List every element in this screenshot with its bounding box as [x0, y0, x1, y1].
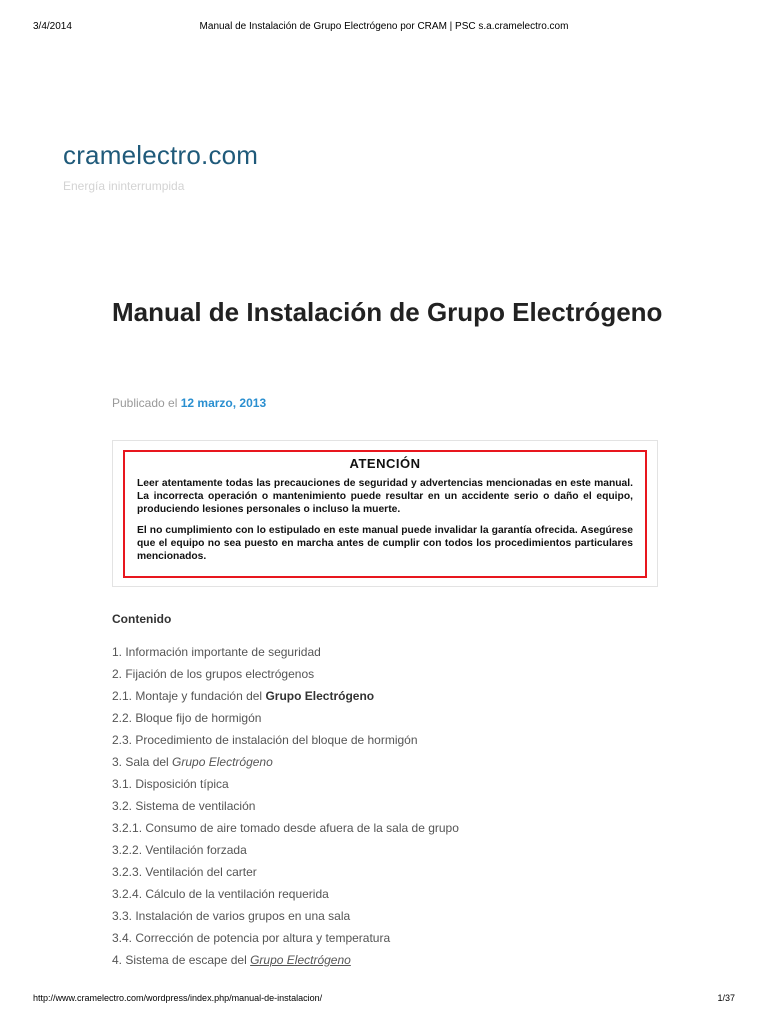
toc-item[interactable]	[112, 798, 459, 820]
toc-item[interactable]	[112, 886, 459, 908]
toc-item-label: 3.3. Instalación de varios grupos en una sala	[112, 909, 351, 923]
toc-item[interactable]	[112, 820, 459, 842]
toc-item-label: 3.2. Sistema de ventilación	[112, 799, 256, 813]
toc-item[interactable]	[112, 930, 459, 952]
toc-list	[112, 644, 459, 974]
toc-item-emphasis: Grupo Electrógeno	[265, 689, 375, 703]
toc-item-label: 1. Información importante de seguridad	[112, 645, 321, 659]
toc-item[interactable]	[112, 776, 459, 798]
print-document-title: Manual de Instalación de Grupo Electrógeno por CRAM | PSC s.a.cramelectro.com	[199, 21, 569, 32]
post-meta-prefix: Publicado el	[112, 396, 178, 410]
print-url: http://www.cramelectro.com/wordpress/index.php/manual-de-instalacion/	[33, 993, 323, 1003]
toc-item-label: 3. Sala del	[112, 755, 173, 769]
toc-item-label: 2.1. Montaje y fundación del	[112, 689, 266, 703]
toc-item-label: 2.2. Bloque fijo de hormigón	[112, 711, 262, 725]
toc-item-label: 3.2.2. Ventilación forzada	[112, 843, 247, 857]
toc-item-label: 4. Sistema de escape del	[112, 953, 251, 967]
toc-item[interactable]	[112, 754, 459, 776]
print-page-number: 1/37	[717, 993, 735, 1003]
toc-item-emphasis: Grupo Electrógeno	[172, 755, 273, 769]
print-header	[0, 21, 768, 33]
toc-item-label: 3.2.1. Consumo de aire tomado desde afuera de la sala de grupo	[112, 821, 459, 835]
notice-heading: ATENCIÓN	[349, 456, 421, 471]
toc-item-label: 2. Fijación de los grupos electrógenos	[112, 667, 315, 681]
notice-image-frame	[112, 440, 658, 587]
toc-item-label: 3.2.4. Cálculo de la ventilación requerida	[112, 887, 329, 901]
toc-item-label: 3.1. Disposición típica	[112, 777, 229, 791]
toc-item-label: 2.3. Procedimiento de instalación del bloque de hormigón	[112, 733, 418, 747]
attention-notice	[123, 450, 647, 578]
toc-item-link[interactable]: Grupo Electrógeno	[250, 953, 351, 967]
toc-item[interactable]	[112, 732, 459, 754]
toc-heading: Contenido	[112, 612, 172, 626]
toc-item[interactable]	[112, 908, 459, 930]
toc-item[interactable]	[112, 644, 459, 666]
toc-item[interactable]	[112, 666, 459, 688]
notice-paragraph-warranty: El no cumplimiento con lo estipulado en este manual puede invalidar la garantía ofrecida. Asegúrese que el equipo no sea puesto en marcha antes de cumplir con todos los procedimientos particulares mencionados.	[137, 525, 633, 562]
toc-item-label: 3.2.3. Ventilación del carter	[112, 865, 257, 879]
post-title: Manual de Instalación de Grupo Electrógeno	[112, 297, 663, 327]
toc-item-label: 3.4. Corrección de potencia por altura y temperatura	[112, 931, 391, 945]
print-date: 3/4/2014	[33, 21, 72, 32]
site-tagline: Energía ininterrumpida	[63, 179, 185, 193]
print-footer	[0, 993, 768, 1005]
toc-item[interactable]	[112, 710, 459, 732]
notice-paragraph-safety: Leer atentamente todas las precauciones de seguridad y advertencias mencionadas en este manual. La incorrecta operación o mantenimiento puede resultar en un accidente serio o daño el equipo, produciendo lesiones personales o incluso la muerte.	[137, 478, 633, 515]
site-title-link[interactable]: cramelectro.com	[63, 140, 259, 170]
toc-item[interactable]	[112, 688, 459, 710]
post-meta	[112, 396, 266, 410]
toc-item[interactable]	[112, 952, 459, 974]
post-date-link[interactable]: 12 marzo, 2013	[180, 396, 267, 410]
toc-item[interactable]	[112, 864, 459, 886]
toc-item[interactable]	[112, 842, 459, 864]
